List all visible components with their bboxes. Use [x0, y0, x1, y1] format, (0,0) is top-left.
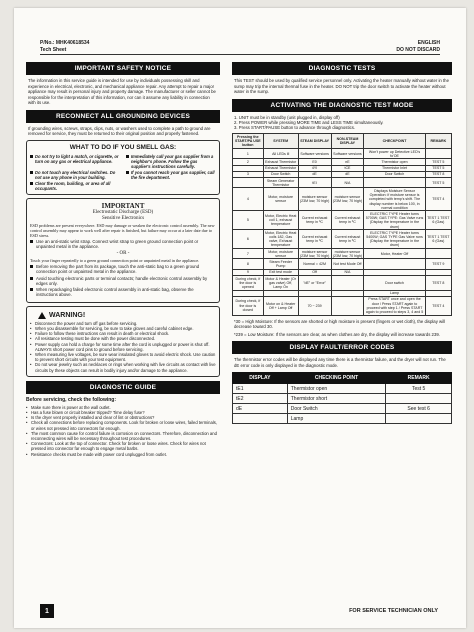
right-column [232, 58, 452, 424]
diagnostic-table-cell: Exit test mode [263, 269, 298, 275]
diagnostic-table-row [233, 276, 452, 291]
diagnostic-table-cell: Normal = 42M [298, 259, 331, 269]
warning-title: WARNING! [49, 311, 86, 319]
diagnostic-table-cell [233, 178, 264, 188]
fault-code-cell: Door Switch [287, 404, 386, 414]
fault-codes-heading: DISPLAY FAULT/ERROR CODES [232, 341, 452, 354]
fault-code-row [233, 384, 452, 394]
test-step: 1. UNIT must be in standby (unit plugged in, display off) [234, 114, 340, 120]
header-left [40, 40, 89, 53]
diagnostic-table-cell: 4YI [298, 165, 331, 171]
diagnostic-table-cell [331, 296, 364, 315]
esd-or: - OR - [116, 250, 130, 256]
sheet-label: Tech Sheet [40, 46, 67, 53]
guide-item: • The most common cause for control failure is corrosion on connectors. Therefore, disconnection and reconnecting wires will be necessary throughout test procedures. [26, 431, 220, 441]
warning-item: • All resistance testing must be done with the power disconnected. [30, 336, 216, 341]
codes-col-remark: REMARK [386, 373, 452, 384]
diagnostic-table-cell: Motor, Electric Heat coil 1, exhaust temperature [263, 211, 298, 230]
diagnostic-table-cell: Software versions [298, 149, 331, 159]
safety-notice-heading: IMPORTANT SAFETY NOTICE [26, 62, 220, 75]
safety-notice-text: The information in this service guide is intended for use by individuals possessing skill and experience in electrical, electronic, and mechanical appliance repair. Any attempt to repair a major appliance may result in personal injury and property damage. The manufacturer or seller cannot be responsible for the interpretation of this information, nor can it assume any liability in connection with its use. [28, 78, 216, 105]
col-header-system: SYSTEM [263, 134, 298, 149]
fault-code-cell: dE [233, 404, 288, 414]
warning-item: • Power supply can hold a charge for some time after the cord is unplugged or power is shut off. ALWAYS short power cord pins to ground before servicing. [30, 342, 216, 352]
diagnostic-table-cell: TEST 5 [425, 165, 451, 171]
diagnostic-table-cell: TEST 9 [425, 259, 451, 269]
esd-title: IMPORTANT [101, 201, 145, 210]
col-header-pressing: Pressing the START/PA USE button [233, 134, 264, 149]
diagnostic-table-cell [364, 259, 425, 269]
diagnostic-table-cell: tCE [331, 165, 364, 171]
diagnostic-table-cell: Press START once and open the door / Press START again to proceed with step 1 / Press START again to proceed to steps 3, 4 and 5 [365, 297, 424, 314]
diagnostic-table-cell: Not test Mode Off [331, 259, 364, 269]
diagnostic-table-cell: Steam Feeder Pump [263, 259, 298, 269]
warning-triangle-icon [38, 312, 46, 319]
diagnostic-table-cell: moisture sensor (23M low, 70 high) [298, 188, 331, 211]
guide-item: • Is the dryer vent properly installed and clear of lint or obstructions? [26, 415, 220, 420]
part-number: P/No.: MHK40618534 [40, 40, 90, 46]
diagnostic-table-cell: Motor on & Heater Off + Lamp Off [263, 296, 298, 315]
warning-item: • Disconnect the power and turn off gas before servicing. [30, 321, 216, 326]
discard-label: DO NOT DISCARD [396, 46, 440, 53]
diagnostic-table-cell: dE [298, 171, 331, 177]
diagnostic-table-row [233, 188, 452, 211]
diagnostic-table-cell: Thermistor open [364, 159, 425, 165]
diagnostic-table-cell: ELECTRIC TYPE Heater turns 5700W; GAS TYPE: Gas Valve runs (Display the temperature in the drum) [365, 211, 424, 229]
diagnostic-table-cell: 70 ~ 239 [298, 296, 331, 315]
diagnostic-table-cell: Current exhaust temp in ºC [298, 230, 331, 249]
diagnostic-table-cell: N/A [331, 178, 364, 188]
gas-item: Do not touch any electrical switches. Do not use any phone in your building. [30, 170, 120, 180]
diagnostic-table-cell: TEST 4 [425, 296, 451, 315]
diagnostic-table-header [233, 134, 452, 149]
diagnostic-table-cell: Off [298, 269, 331, 275]
esd-bullet: Before removing the part from its package, touch the anti-static bag to a green ground connection point or unpainted metal in the appliance. [30, 264, 216, 275]
fault-codes-header [233, 373, 452, 384]
diagnostic-table-row [233, 259, 452, 269]
diagnostic-table-cell: dE [331, 171, 364, 177]
esd-bullet: When repackaging failed electronic control assembly in anti-static bag, observe the instructions above. [30, 287, 216, 298]
grounding-text: If grounding wires, screws, straps, clips, nuts, or washers used to complete a path to ground are removed for service, they must be returned to their original position and properly fastened. [28, 125, 211, 136]
codes-col-display: DISPLAY [233, 373, 288, 384]
guide-item: • Has a fuse blown or circuit breaker tripped? Time delay fuse? [26, 410, 220, 415]
diagnostic-table-body [233, 149, 452, 316]
warning-item: • When measuring live voltages, be sure wear insulated gloves to avoid electric shock. Use caution to prevent short circuits with your test equipment. [30, 352, 216, 362]
fault-code-cell: Thermistor open [287, 384, 386, 394]
diagnostic-table-cell: Motor, moisture sensor [263, 249, 298, 259]
diagnostic-table-cell: Motor & Heater (Or gas valve) Off, Lamp On [263, 276, 298, 291]
diagnostic-table-cell: nE [331, 159, 364, 165]
diagnostic-table-row [233, 211, 452, 230]
warning-item: • Do not wear jewelry such as necklaces or rings when working with live circuits as contact with live circuits by these objects can result in bodily injury and/or damage to the appliance. [30, 362, 216, 372]
diagnostic-table-cell: Motor, Heater Off [364, 249, 425, 259]
esd-bullet: Use an anti-static wrist strap. Connect wrist strap to green ground connection point or unpainted metal in the appliance. [30, 239, 216, 250]
diagnostic-table-cell: TEST 5 [425, 178, 451, 188]
gas-warning-list [30, 154, 216, 191]
tech-sheet-page [14, 8, 466, 628]
guide-item: • Resistance checks must be made with power cord unplugged from outlet. [26, 452, 220, 457]
diagnostic-table-cell: TEST 8 [425, 171, 451, 177]
fault-code-cell: Lamp [287, 414, 386, 424]
diagnostic-table-row [233, 296, 452, 315]
diagnostic-table-cell: Thermistor Inlet [364, 165, 425, 171]
diagnostic-table-row [233, 249, 452, 259]
header-divider [40, 54, 440, 55]
diagnostic-table-cell: Motor, moisture sensor [263, 188, 298, 211]
diagnostic-table-cell: N/A [331, 269, 364, 275]
service-footer: FOR SERVICE TECHNICIAN ONLY [349, 608, 438, 614]
fault-codes-body [233, 384, 452, 424]
diagnostic-table-cell: 2 [233, 159, 264, 165]
diagnostic-table-cell: Software versions [331, 149, 364, 159]
diagnostic-table-cell: Displays Moisture Sensor Operation: if moisture sensor is completed with temp's shift. The display number is below 100, in normal condition [364, 188, 425, 211]
guide-item: • Check all connections before replacing components. Look for broken or loose wires, failed terminals, or wires not pressed into connectors far enough. [26, 420, 220, 430]
diagnostic-table-cell: Steam Generator Thermistor [263, 178, 298, 188]
gas-item: Immediately call your gas supplier from a neighbor's phone. Follow the gas supplier's instructions carefully. [126, 154, 216, 169]
gas-item: If you cannot reach your gas supplier, call the fire department. [126, 170, 216, 180]
diagnostic-table-cell: All LEDs ill [263, 149, 298, 159]
fault-code-cell: Thermistor short [287, 394, 386, 404]
diagnostic-table-cell: "dE" or "Error" [298, 276, 331, 291]
warning-heading [38, 312, 216, 319]
gas-item: Do not try to light a match, or cigarette, or turn on any gas or electrical appliance. [30, 154, 120, 169]
diagnostic-table-cell: 3 [233, 171, 264, 177]
diagnostic-table-cell: 6 [233, 230, 264, 249]
diagnostic-guide-heading: DIAGNOSTIC GUIDE [26, 381, 220, 394]
gas-warning-title: WHAT TO DO IF YOU SMELL GAS: [69, 143, 177, 151]
diagnostic-table-cell: Exhaust Thermistor [265, 166, 297, 171]
diagnostic-table-cell: Lamp [364, 290, 425, 296]
diagnostic-table-row [233, 178, 452, 188]
diagnostic-table-cell [331, 276, 364, 291]
fault-code-cell [386, 414, 452, 424]
warning-item: • Failure to follow these instructions can result in death or electrical shock. [30, 331, 216, 336]
diagnostic-table-cell: Exhaust Thermistor [265, 159, 297, 164]
diagnostic-table-cell: Door switch [364, 276, 425, 291]
codes-col-checking: CHECKING POINT [287, 373, 386, 384]
diagnostic-table-cell: Current exhaust temp in ºC [331, 230, 364, 249]
diagnostic-table-cell: tEI [298, 178, 331, 188]
col-header-checkpoint: CHECKPOINT [364, 134, 425, 149]
diagnostic-table-cell: TEST 5 [425, 159, 451, 165]
esd-subtitle-2: Sensitive Electronics [101, 215, 145, 221]
diagnostic-table-cell: 7 [233, 249, 264, 259]
diagnostic-table-cell: TEST 1 TEST 6 (Gas) [425, 211, 451, 230]
test-step: 3. Press START/PAUSE button to advance through diagnostics. [234, 125, 356, 131]
fault-code-cell: tE2 [233, 394, 288, 404]
col-header-nonsteam: NON-STEAM DISPLAY [331, 134, 364, 149]
col-header-steam: STEAM DISPLAY [298, 134, 331, 149]
fault-code-cell [386, 394, 452, 404]
diagnostic-table-cell: TEST 8 [425, 276, 451, 291]
esd-box [26, 198, 220, 303]
diagnostic-table-cell: moisture sensor (23M low, 70 high) [331, 188, 364, 211]
esd-bullet: Avoid touching electronic parts or terminal contacts; handle electronic control assembly by edges only. [30, 276, 216, 287]
diagnostic-tests-text: This TEST should be used by qualified service personnel only. Activating the heater manually without water in the sump may trip the internal thermal fuse in the heater. DO NOT trip the door switch to activate the heater without water in the sump. [234, 78, 449, 94]
diagnostic-table-cell: Door Switch [364, 171, 425, 177]
gas-warning-box [26, 140, 220, 195]
moisture-note: *30 = High Moisture: If the sensors are shorted or high moisture is present (fingers or wet cloth), the display will decrease toward 30. [234, 318, 446, 330]
diagnostic-table-row [233, 149, 452, 159]
fault-code-cell: See test 6 [386, 404, 452, 414]
moisture-note: *239 = Low Moisture: If the sensors are clear, as when clothes are dry, the display will increase towards 239. [234, 331, 440, 337]
diagnostic-table-cell: TEST 4 [425, 188, 451, 211]
diagnostic-table-cell: 9 [233, 269, 264, 275]
diagnostic-table-cell: During check, if the door is opened [233, 276, 264, 291]
guide-item: • Connectors: Look at the top of connector. Check for broken or loose wires. Check for wires not pressed into connector far enough to engage metal barbs. [26, 441, 220, 451]
diagnostic-table-cell: ELECTRIC TYPE Heater turns 5400W; GAS TYPE Gas Valve runs (Display the temperature in the drum) [364, 230, 425, 249]
test-mode-heading: ACTIVATING THE DIAGNOSTIC TEST MODE [232, 99, 452, 112]
gas-item: Clear the room, building, or area of all occupants. [30, 181, 120, 191]
diagnostic-table-cell: During check, if the door is closed [233, 296, 264, 315]
fault-code-cell: Test 5 [386, 384, 452, 394]
diagnostic-table-cell [425, 249, 451, 259]
fault-code-row [233, 394, 452, 404]
diagnostic-table-cell: Won't power up Detective LED's fo'OE [364, 149, 425, 159]
diagnostic-table-cell: 8 [233, 259, 264, 269]
esd-paragraph: ESD problems are present everywhere. ESD may damage or weaken the electronic control assembly. The new control assembly may appear to work well after repair is finished, but failure may occur at a later date due to ESD stress. [30, 222, 215, 238]
diagnostic-table-cell: 1 [233, 149, 264, 159]
fault-code-row [233, 414, 452, 424]
diagnostic-table-cell: E0 [298, 159, 331, 165]
esd-subtitle: Electrostatic Discharge (ESD) [92, 209, 154, 215]
header-right [396, 40, 440, 53]
warning-item: • When you disassemble for servicing, be sure to take gloves and careful cabinet edge. [30, 326, 216, 331]
page-number: 1 [40, 604, 54, 618]
diagnostic-table-cell: moisture sensor (23M low, 70 high) [332, 249, 363, 258]
diagnostic-table-cell: Door Switch [263, 171, 298, 177]
diagnostic-table-cell: TEST 1 TEST 6 (Gas) [425, 230, 451, 249]
grounding-heading: RECONNECT ALL GROUNDING DEVICES [26, 110, 220, 123]
diagnostic-table [232, 133, 452, 315]
diagnostic-guide-subheading: Before servicing, check the following: [26, 396, 117, 403]
diagnostic-table-cell: Current exhaust temp in ºC [298, 211, 331, 230]
test-step: 2. Press POWER while pressing MORE TIME and LESS TIME simultaneously. [234, 119, 384, 125]
diagnostic-table-cell [425, 149, 451, 159]
diagnostic-table-cell: Motor, Electric Heat coils 182, Gas valve, Exhaust temperature [264, 230, 297, 248]
warning-box [26, 306, 220, 377]
diagnostic-table-cell: 4 [233, 188, 264, 211]
esd-paragraph-2: Touch your finger repeatedly to a green ground connection point or unpainted metal in the appliance. [30, 257, 200, 263]
fault-code-cell [233, 414, 288, 424]
diagnostic-table-cell [364, 178, 425, 188]
fault-code-row [233, 404, 452, 414]
diagnostic-table-cell: moisture sensor (23M low, 70 high) [299, 249, 330, 258]
language-label: ENGLISH [417, 40, 440, 46]
diagnostic-table-cell: 5 [233, 211, 264, 230]
fault-codes-table [232, 372, 452, 424]
diagnostic-table-row [233, 230, 452, 249]
col-header-remark: REMARK [425, 134, 451, 149]
guide-item: • Make sure there is power at the wall outlet. [26, 405, 220, 410]
fault-codes-text: The thermistor error codes will be displayed any time there is a thermistor failure, and the dryer will not run. The dE error code is only displayed in the diagnostic mode. [234, 357, 446, 368]
left-column [26, 58, 220, 457]
fault-code-cell: tE1 [233, 384, 288, 394]
diagnostic-tests-heading: DIAGNOSTIC TESTS [232, 62, 452, 75]
diagnostic-table-cell: Current exhaust temp in ºC [331, 211, 364, 230]
